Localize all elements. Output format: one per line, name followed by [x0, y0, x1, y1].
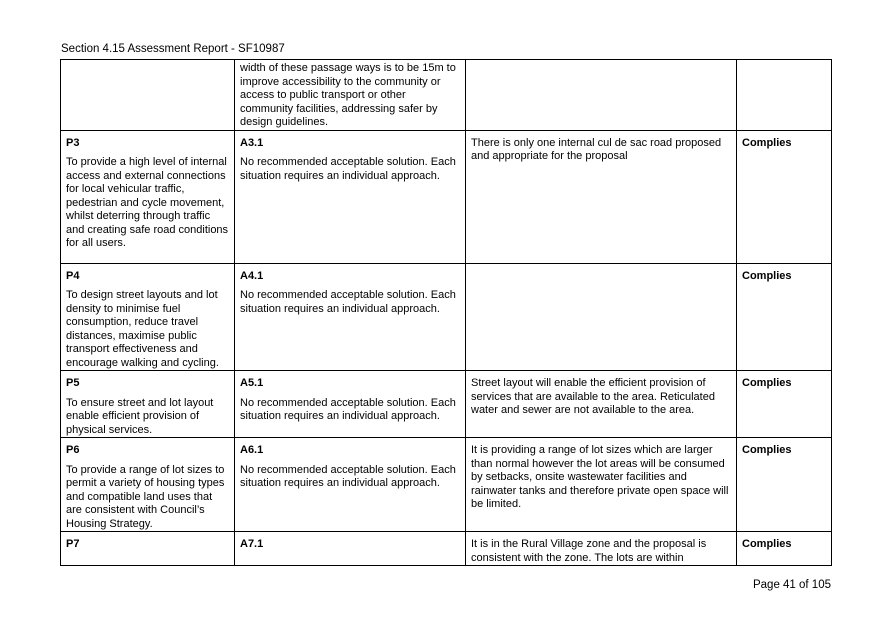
performance-code: P7 — [66, 538, 80, 550]
comment-cell — [466, 371, 737, 438]
comment-cell — [466, 263, 737, 371]
comment-cell — [466, 130, 737, 263]
solution-code: A3.1 — [240, 136, 264, 149]
performance-code: P3 — [66, 136, 80, 149]
status-text: Complies — [742, 538, 792, 550]
page-header-title: Section 4.15 Assessment Report - SF10987 — [61, 43, 285, 55]
table-row-p4 — [61, 263, 832, 371]
status-cell — [737, 60, 832, 131]
objective-cell — [61, 130, 235, 263]
table-row-continuation — [61, 60, 832, 131]
acceptable-solution-cell — [235, 532, 466, 566]
solution-code: A4.1 — [240, 269, 264, 282]
solution-text: No recommended acceptable solution. Each situation requires an individual approach. — [240, 289, 456, 315]
objective-cell — [61, 532, 235, 566]
objective-cell — [61, 371, 235, 438]
acceptable-solution-cell — [235, 130, 466, 263]
objective-cell — [61, 263, 235, 371]
acceptable-solution-cell — [235, 263, 466, 371]
solution-code: A7.1 — [240, 538, 264, 550]
comment-cell — [466, 532, 737, 566]
acceptable-solution-cell — [235, 438, 466, 532]
objective-text: To provide a range of lot sizes to permit a variety of housing types and compatible land uses that are consistent with Council’s Housing Strategy. — [66, 463, 225, 530]
status-text: Complies — [742, 444, 792, 456]
objective-text: To design street layouts and lot density to minimise fuel consumption, reduce travel distances, maximise public transport effectiveness and encourage walking and cycling. — [66, 289, 219, 369]
solution-code: A5.1 — [240, 377, 264, 389]
comment-cell — [466, 438, 737, 532]
page-number: Page 41 of 105 — [752, 579, 831, 591]
table-row-p6 — [61, 438, 832, 532]
status-text: Complies — [742, 136, 792, 149]
acceptable-solution-cell — [235, 60, 466, 131]
objective-cell — [61, 60, 235, 131]
performance-code: P5 — [66, 377, 80, 389]
solution-code: A6.1 — [240, 444, 264, 456]
assessment-table — [60, 59, 832, 566]
performance-code: P4 — [66, 269, 80, 282]
performance-code: P6 — [66, 444, 80, 456]
table-row-p5 — [61, 371, 832, 438]
comment-text: Street layout will enable the efficient provision of services that are available to the area. Reticulated water and sewer are not available to the area. — [471, 377, 715, 416]
acceptable-solution-cell — [235, 371, 466, 438]
objective-text: To provide a high level of internal access and external connections for local vehicular traffic, pedestrian and cycle movement, whilst deterring through traffic and creating safe road conditions for all users. — [66, 156, 229, 249]
status-cell — [737, 438, 832, 532]
comment-cell — [466, 60, 737, 131]
objective-text: To ensure street and lot layout enable efficient provision of physical services. — [66, 396, 214, 436]
comment-text: It is in the Rural Village zone and the proposal is consistent with the zone. The lots are within — [471, 538, 707, 564]
status-cell — [737, 371, 832, 438]
status-cell — [737, 263, 832, 371]
table-row-p7 — [61, 532, 832, 566]
solution-text: No recommended acceptable solution. Each situation requires an individual approach. — [240, 463, 456, 489]
objective-cell — [61, 438, 235, 532]
table-row-p3 — [61, 130, 832, 263]
comment-text: There is only one internal cul de sac road proposed and appropriate for the proposal — [471, 136, 722, 162]
solution-text: width of these passage ways is to be 15m to improve accessibility to the community or access to public transport or other community facilities, addressing safer by design guidelines. — [240, 62, 456, 128]
status-cell — [737, 532, 832, 566]
status-text: Complies — [742, 269, 792, 282]
solution-text: No recommended acceptable solution. Each situation requires an individual approach. — [240, 396, 456, 422]
status-text: Complies — [742, 377, 792, 389]
comment-text: It is providing a range of lot sizes which are larger than normal however the lot areas will be consumed by setbacks, onsite wastewater facilities and rainwater tanks and therefore private open space will be limited. — [471, 444, 729, 510]
status-cell — [737, 130, 832, 263]
solution-text: No recommended acceptable solution. Each situation requires an individual approach. — [240, 156, 456, 182]
